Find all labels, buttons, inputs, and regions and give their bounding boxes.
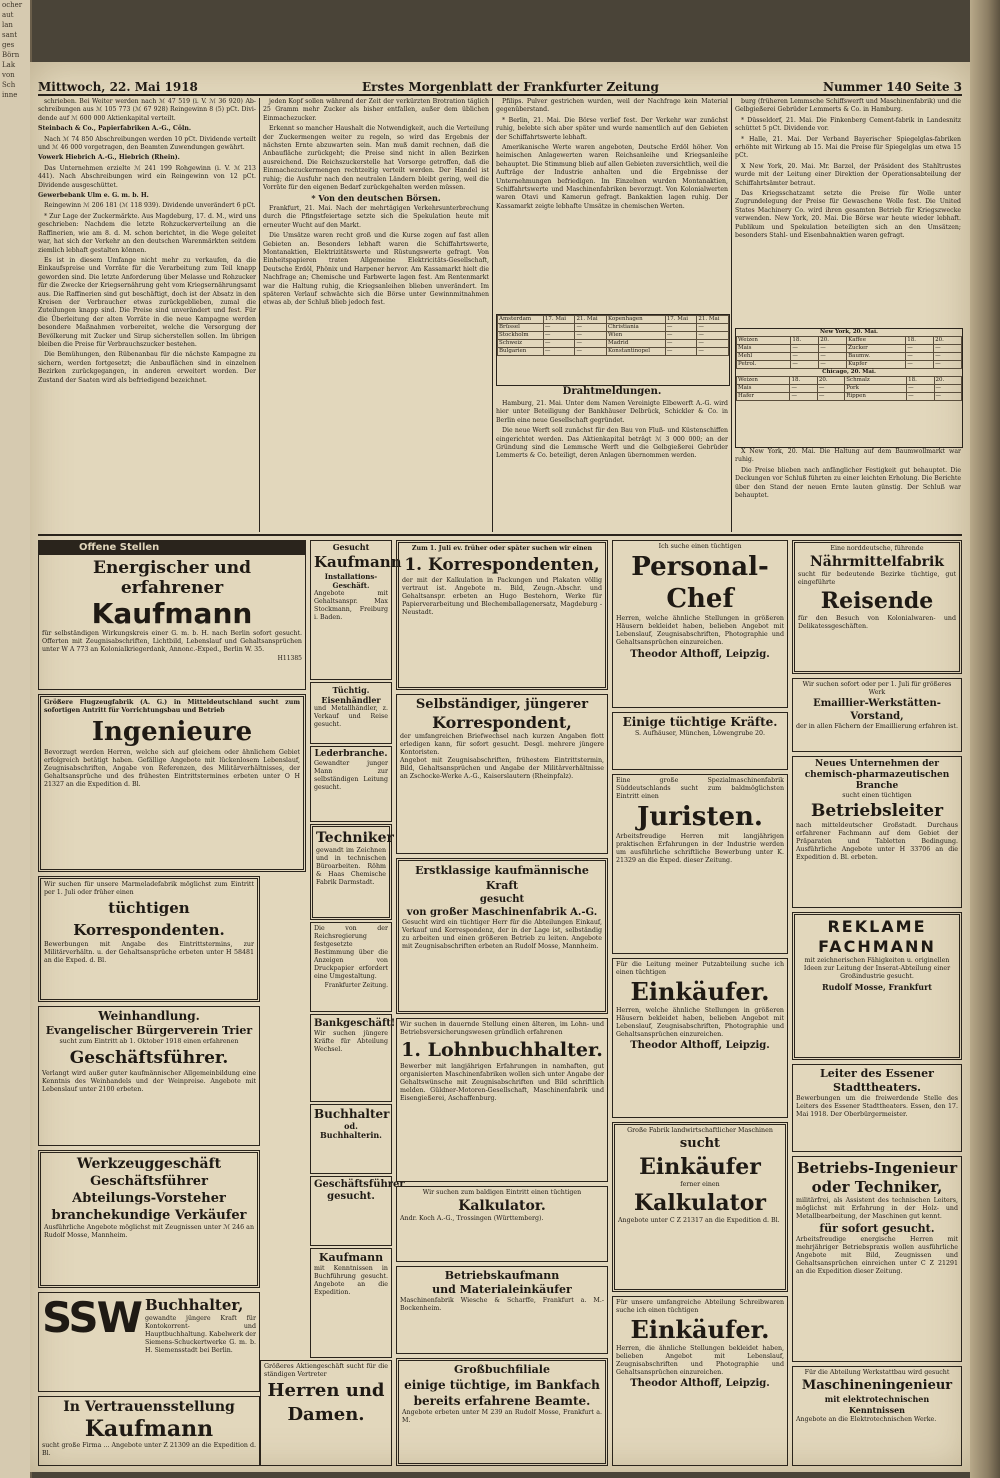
finance-column-3b: Drahtmeldungen. Hamburg, 21. Mai. Unter dem Namen Vereinigte Elbewerft A.-G. wird hier unter Beteiligung der Bankhäuser Delbrück, Schickler & Co. in Berlin eine neue Gesellschaft gegründet. Die neue Werft soll zunächst für den Bau von Fluß- und Küstenschiffen eingerichtet werden. Das Aktienkapital beträgt ℳ 3 000 000; an der Gründung sind die Lemmsche Werft und die Gelbgießerei Gebrüder Lemmerts & Co. beteiligt, deren Anlagen übernommen werden.: [496, 386, 728, 460]
ad-headline: 1. Lohnbuchhalter.: [401, 1039, 603, 1061]
section-heading: Drahtmeldungen.: [562, 386, 662, 397]
ad-headline: einige tüchtige, im Bankfach bereits erfahrene Beamte.: [404, 1378, 600, 1408]
ad-text: Bewerbungen um die freiwerdende Stelle des Leiters des Essener Stadttheaters. Essen, den 17. Mai 1918. Der Oberbürgermeister.: [796, 1095, 958, 1118]
ad-text: S. Aufhäuser, München, Löwengrube 20.: [634, 730, 766, 737]
ad-tuechtige-kraefte: [612, 712, 788, 770]
paragraph: jeden Kopf sollen während der Zeit der verkürzten Brotration täglich 25 Gramm mehr Zucker als bisher entfallen, außer dem üblichen Einmachezucker.: [263, 98, 489, 122]
paragraph: * Berlin, 21. Mai. Die Börse verlief fest. Der Verkehr war zunächst ruhig, belebte sich aber später und wurde namentlich auf den Gebieten der Schiffahrtswerte lebhaft.: [496, 116, 728, 141]
ad-title: Selbständiger, jüngerer: [415, 697, 589, 712]
ad-text: Wir suchen in dauernde Stellung einen älteren, im Lohn- und Betriebsversicherungswesen gründlich erfahrenen: [400, 1021, 604, 1036]
ad-subtitle: oder Techniker,: [811, 1178, 943, 1196]
ad-kaufmaennische-kraft: Erstklassige kaufmännische Kraft gesucht von großer Maschinenfabrik A.-G. Gesucht wird ein tüchtiger Herr für die Abteilungen Einkauf, Verkauf und Korrespondenz, der in der Lage ist, selbständig zu arbeiten und einen größeren Betrieb zu leiten. Angebote mit Zeugnisabschriften erbeten an Rudolf Mosse, Mannheim.: [396, 858, 608, 1014]
ad-text: der umfangreichen Briefwechsel nach kurzen Angaben flott erledigen kann, für sofort gesucht. Desgl. mehrere jüngere Kontoristen.: [400, 733, 604, 756]
ad-text: Bewerber mit langjährigen Erfahrungen in namhaften, gut organisierten Maschinenfabriken wollen sich unter Angabe der Gehaltswünsche mit Zeugnisabschriften und Bild schriftlich melden. Güldner-Motoren-Gesellschaft, Maschinenfabrik und Eisengießerei, Aschaffenburg.: [400, 1063, 604, 1102]
ad-title: Weinhandlung.: [98, 1009, 200, 1023]
ad-vertrauensstellung: [38, 1396, 260, 1466]
ad-text: sucht große Firma ... Angebote unter Z 21309 an die Expedition d. Bl.: [42, 1442, 256, 1457]
paragraph: X New York, 20. Mai. Die Haltung auf dem Baumwollmarkt war ruhig.: [735, 448, 961, 464]
ad-betriebskaufmann: Betriebskaufmann und Materialeinkäufer Maschinenfabrik Wiesche & Scharffe, Frankfurt a. M.-Bockenheim.: [396, 1266, 608, 1354]
ad-headline: 1. Korrespondenten,: [404, 555, 600, 575]
ad-bankgeschaeft: Bankgeschäft! Wir suchen jüngere Kräfte für Abteilung Wechsel.: [310, 1014, 392, 1102]
paragraph: Pfilips. Pulver gestrichen wurden, weil der Nachfrage kein Material gegenüberstand.: [496, 98, 728, 114]
ad-eisenhaendler: Tüchtig. Eisenhändler und Metallhändler, z. Verkauf und Reise gesucht.: [310, 682, 392, 744]
spacer: [330, 62, 336, 66]
ad-title: Großbuchfiliale: [454, 1363, 550, 1376]
ad-headline: Ingenieure: [91, 717, 253, 747]
ad-essener-stadttheater: [792, 1064, 962, 1152]
ad-einkaeufer-kalkulator: Große Fabrik landwirtschaftlicher Maschinen sucht Einkäufer ferner einen Kalkulator Angebote unter C Z 21317 an die Expedition d. Bl.: [612, 1122, 788, 1292]
ad-notice: [310, 922, 392, 1012]
ad-text: Bewerbungen mit Angabe des Eintrittstermins, zur Militärverhältn. u. der Gehaltsansprüche erbeten unter H 58481 an die Exped. d. Bl.: [44, 941, 254, 964]
ad-headline: Kaufmann: [314, 553, 402, 571]
ad-headline: REKLAME: [827, 917, 927, 936]
ad-title: Energischer und erfahrener: [92, 558, 251, 598]
ad-korrespondent-magdeburg: [396, 540, 608, 690]
finance-column-4b: X New York, 20. Mai. Die Haltung auf dem Baumwollmarkt war ruhig. Die Preise blieben nach anfänglicher Festigkeit gut behauptet. Die Deckungen vor Schluß führten zu einer leichten Erholung. Die Berichte über den Stand der neuen Ernte lauten günstig. Der Schluß war behauptet.: [735, 448, 961, 500]
ad-kaufmann-2: Kaufmann mit Kenntnissen in Buchführung gesucht. Angebote an die Expedition.: [310, 1248, 392, 1358]
ad-subtitle: gesucht: [479, 894, 525, 905]
ad-kaufmann: [38, 540, 306, 690]
finance-column-1: schrieben. Bei Weiter werden nach ℳ 47 519 (i. V. ℳ 36 920) Ab-schreibungen aus ℳ 105 773 (ℳ 67 928) Reingewinn 8 (5) pCt. Divi-dende auf ℳ 600 000 Aktienkapital verteilt. Steinbach & Co., Papierfabriken A.-G., Cöln. Nach ℳ 74 850 Abschreibungen werden 10 pCt. Dividende verteilt und ℳ 46 000 vorgetragen, den Beamten Zuwendungen gewährt. Vowerk Hiebrich A.-G., Hiebrich (Rhein). Das Unternehmen erzielte ℳ 241 199 Rohgewinn (i. V. ℳ 213 441). Nach Abschreibungen wird ein Reingewinn von 12 pCt. Dividende ausgeschüttet. Gewerbebank Ulm e. G. m. b. H. Reingewinn ℳ 206 181 (ℳ 118 939). Dividende unverändert 6 pCt. * Zur Lage der Zuckermärkte. Aus Magdeburg, 17. d. M., wird uns geschrieben: Nachdem die letzte Rohzuckerverteilung an die Raffinerien, wie am 8. d. M. schon berichtet, in die Wege geleitet war, hat sich der Verkehr an den deutschen Warenmärkten seitdem ziemlich lebhaft gestalten können. Es ist in diesem Umfange nicht mehr zu verkaufen, da die Einkaufspreise und Vorräte für die Verarbeitung zum Teil knapp geworden sind. Die letzte Anforderung über Melasse und Rohzucker für die Zwecke der Kriegsernährung geht vom Kriegsernährungsamt aus. Die Raffinerien sind gut beschäftigt, doch ist der Absatz in den Kreisen der Verbraucher etwas zurückgeblieben, zumal die Zuteilungen knapp sind. Die Preise sind unverändert und fest. Für die Überleitung der alten Vorräte in die neue Kampagne werden besondere Maßnahmen vorbereitet, welche die Versorgung der Bevölkerung mit Zucker und Sirup sicherstellen sollen. Im übrigen bleiben die Preise für Verbrauchszucker bestehen. Die Bemühungen, den Rübenanbau für die nächste Kampagne zu sichern, werden fortgesetzt; die Anbauflächen sind in einzelnen Bezirken zurückgegangen, in anderen erweitert worden. Der Zustand der Saaten wird als befriedigend bezeichnet.: [38, 98, 256, 384]
ad-title: Leiter des Essener Stadttheaters.: [820, 1067, 934, 1094]
header-masthead: Erstes Morgenblatt der Frankfurter Zeitung: [362, 80, 659, 94]
section-rule: [38, 534, 962, 536]
ad-geschaeftsfuehrer: [310, 1176, 405, 1246]
paragraph: Hamburg, 21. Mai. Unter dem Namen Vereinigte Elbewerft A.-G. wird hier unter Beteiligung der Bankhäuser Delbrück, Schickler & Co. in Berlin eine neue Gesellschaft gegründet.: [496, 400, 728, 424]
ad-text: Angebot mit Zeugnisabschriften, frühestem Eintrittstermin, Bild, Gehaltsansprüchen und Angabe der Militärverhältnisse an Zschocke-Werke A.-G., Kaiserslautern (Rheinpfalz).: [400, 757, 604, 780]
ad-text: Für unsere umfangreiche Abteilung Schreibwaren suche ich einen tüchtigen: [616, 1299, 784, 1314]
company-heading: Steinbach & Co., Papierfabriken A.-G., Cöln.: [38, 125, 191, 133]
column-rule: [492, 98, 493, 532]
ad-ingenieure: [38, 694, 306, 872]
ad-betriebsingenieur: Betriebs-Ingenieur oder Techniker, militärfrei, als Assistent des technischen Leiters, möglichst mit Erfahrung in der Holz- und Metallbearbeitung, der Maschinen gut kennt. für sofort gesucht. Arbeitsfreudige energische Herren mit mehrjähriger Betriebspraxis wollen ausführliche Angebote mit Bild, Zeugnissen und Gehaltsansprüchen einreichen unter C Z 21291 an die Expedition dieser Zeitung.: [792, 1156, 962, 1362]
ad-signature: Theodor Althoff, Leipzig.: [630, 649, 770, 660]
ad-ssw-buchhalter: [38, 1292, 260, 1392]
ad-techniker: [310, 824, 392, 920]
ad-title: Werkzeuggeschäft: [76, 1156, 222, 1172]
company-heading: Gewerbebank Ulm e. G. m. b. H.: [38, 192, 149, 200]
ad-subtitle: od. Buchhalterin.: [320, 1121, 382, 1140]
ad-headline: Maschineningenieur: [801, 1378, 953, 1393]
ad-headline: Geschäftsführer gesucht.: [314, 1179, 405, 1202]
ad-lederbranche: Lederbranche. Gewandter junger Mann zur selbständigen Leitung gesucht.: [310, 746, 392, 822]
ad-headline: Einkäufer.: [630, 1315, 770, 1344]
ad-reklame-fachmann: [792, 912, 962, 1060]
paragraph: X New York, 20. Mai. Mr. Barzel, der Präsident des Stahltrustes wurde mit der Leitung einer Direktion der Operationsabteilung der Schiffahrtsämter betraut.: [735, 162, 961, 187]
finance-column-4: burg (früheren Lemmsche Schiffswerft und Maschinenfabrik) und die Gelbgießerei Gebrüder Lemmerts & Co. in Hamburg. * Düsseldorf, 21. Mai. Die Finkenberg Cement-fabrik in Landesnitz schüttet 5 pCt. Dividende vor. * Halle, 21. Mai. Der Verband Bayerischer Spiegelglas-fabriken erhöhte mit Wirkung ab 15. Mai die Preise für Spiegelglas um etwa 15 pCt. X New York, 20. Mai. Mr. Barzel, der Präsident des Stahltrustes wurde mit der Leitung einer Direktion der Operationsabteilung der Schiffahrtsämter betraut. Das Kriegsschatzamt setzte die Preise für Wolle unter Zugrundelegung der Preise für Gewaschene Wolle fest. Die United States Machinery Co. wird ihren gesamten Betrieb für Kriegszwecke verwenden. New York, 20. Mai. Die Börse war heute wieder lebhaft. Publikum und Spekulation beteiligten sich an den Umsätzen; besonders Stahl- und Eisenbahnaktien waren gefragt.: [735, 98, 961, 240]
spacer: [342, 1104, 348, 1108]
book-binding: [970, 0, 1000, 1478]
ad-headline: Einige tüchtige Kräfte.: [622, 715, 778, 729]
ad-text: Ausführliche Angebote möglichst mit Zeugnissen unter ℳ 246 an Rudolf Mosse, Mannheim.: [44, 1224, 254, 1239]
ad-headline: Abteilungs-Vorsteher: [72, 1191, 226, 1206]
ad-einkaeufer-schreibwaren: [612, 1296, 788, 1466]
ad-headline: Kaufmann: [91, 597, 253, 630]
ad-headline: Korrespondent,: [432, 713, 572, 732]
ad-text: Herren, die ähnliche Stellungen bekleidet haben, belieben Angebot mit Lebenslauf, Zeugnisabschriften und Photographie und Gehaltsansprüchen einzureichen.: [616, 1345, 784, 1376]
table-title: Chicago, 20. Mai.: [822, 369, 876, 375]
ad-text: Herren, welche ähnliche Stellungen in größeren Häusern bekleidet haben, belieben Angebot mit Lebenslauf, Zeugnisabschriften, Photographie und Gehaltsansprüchen einzureichen.: [616, 1007, 784, 1038]
ad-intro: Größere Flugzeugfabrik (A. G.) in Mitteldeutschland sucht zum sofortigen Antritt für Vorrichtungsbau und Betrieb: [44, 699, 300, 714]
ad-headline: Buchhalter,: [144, 1296, 244, 1314]
paragraph: * Düsseldorf, 21. Mai. Die Finkenberg Cement-fabrik in Landesnitz schüttet 5 pCt. Dividende vor.: [735, 116, 961, 133]
finance-column-2: jeden Kopf sollen während der Zeit der verkürzten Brotration täglich 25 Gramm mehr Zucker als bisher entfallen, außer dem üblichen Einmachezucker. Erkennt so mancher Haushalt die Notwendigkeit, auch die Verteilung der Zuckermengen weiter zu regeln, so wird das Ergebnis der nächsten Ernte abzuwarten sein. Man muß damit rechnen, daß die Anbaufläche zurückgeht; die Preise sind nicht in allen Bezirken ausreichend. Die Reichszuckerstelle hat Vorsorge getroffen, daß die Einmachezuckermengen rechtzeitig verteilt werden. Der Handel ist ruhig; die Ausfuhr nach den neutralen Ländern bleibt gering, weil die Vorräte für den eigenen Bedarf zurückgehalten werden müssen. * Von den deutschen Börsen. Frankfurt, 21. Mai. Nach der mehrtägigen Verkehrsunterbrechung durch die Pfingstfeiertage setzte sich die Spekulation heute mit erneuter Wucht auf den Markt. Die Umsätze waren recht groß und die Kurse zogen auf fast allen Gebieten an. Besonders lebhaft waren die Schiffahrtswerte, Montanaktien, Elektrizitätswerte und Rüstungswerte gefragt. Von Einheitspapieren traten Allgemeine Elektricitäts-Gesellschaft, Deutsche Erdöl, Phönix und Harpener hervor. Am Kassamarkt hielt die Nachfrage an; Chemische und Farbwerte lagen fest. Am Rentenmarkt war die Haltung ruhig, die Kriegsanleihen blieben unverändert. Im späteren Verlauf schwächte sich die Börse unter Gewinnmitnahmen etwas ab, der Schluß blieb jedoch fest.: [263, 98, 489, 307]
ad-text: Angebote mit Gehaltsanspr. Max Stockmann, Freiburg i. Baden.: [314, 590, 388, 621]
section-heading: * Von den deutschen Börsen.: [311, 193, 441, 204]
ad-headline: Bankgeschäft!: [314, 1018, 396, 1029]
ad-korrespondent: [38, 876, 260, 1002]
ad-buchhalter: [310, 1104, 392, 1174]
ad-text: Arbeitsfreudige Herren mit langjährigen praktischen Erfahrungen in der Industrie werden um ausführliche schriftliche Bewerbung unter K. 21329 an die Exped. dieser Zeitung.: [616, 833, 784, 864]
ad-text: Eine große Spezialmaschinenfabrik Süddeutschlands sucht zum baldmöglichsten Eintritt einen: [616, 777, 784, 800]
ad-text: militärfrei, als Assistent des technischen Leiters, möglichst mit Erfahrung in der Holz- und Metallbearbeitung, der Maschinen gut kennt.: [796, 1197, 958, 1220]
table-title: New York, 20. Mai.: [820, 329, 878, 335]
ad-grosseres-aktiengeschaeft: Größeres Aktiengeschäft sucht für die ständigen Vertreter Herren und Damen.: [260, 1360, 392, 1466]
ad-subtitle: mit elektrotechnischen Kenntnissen: [824, 1394, 930, 1415]
spacer: [340, 62, 346, 66]
ad-headline: Lederbranche.: [314, 749, 388, 759]
ad-headline: Einkäufer: [639, 1154, 761, 1180]
ad-werkzeuggeschaeft: [38, 1150, 260, 1288]
ad-intro: sucht: [679, 1136, 721, 1151]
column-rule: [731, 98, 732, 532]
paragraph: schrieben. Bei Weiter werden nach ℳ 47 519 (i. V. ℳ 36 920) Ab-schreibungen aus ℳ 105 773 (ℳ 67 928) Reingewinn 8 (5) pCt. Divi-dende auf ℳ 600 000 Aktienkapital verteilt.: [38, 98, 256, 122]
ad-intro: Wir suchen für unsere Marmeladefabrik möglichst zum Eintritt per 1. Juli oder früher einen: [44, 881, 254, 896]
newspaper-page: [30, 62, 970, 1472]
column-rule: [259, 98, 260, 532]
ad-text: Für die Leitung meiner Putzabteilung suche ich einen tüchtigen: [616, 961, 784, 976]
ad-headline: Kaufmann: [318, 1251, 384, 1264]
ad-juristen: [612, 774, 788, 954]
ad-title: Gesucht: [332, 542, 370, 552]
ad-headline: branchekundige Verkäufer: [51, 1208, 247, 1223]
paragraph: burg (früheren Lemmsche Schiffswerft und Maschinenfabrik) und die Gelbgießerei Gebrüder Lemmerts & Co. in Hamburg.: [735, 98, 961, 114]
ad-kalkulator: Wir suchen zum baldigen Eintritt einen tüchtigen Kalkulator. Andr. Koch A.-G., Trossingen (Württemberg).: [396, 1186, 608, 1262]
ssw-logo: SSW: [42, 1293, 141, 1342]
ad-reference: Frankfurter Zeitung.: [324, 982, 388, 989]
ad-headline: Betriebsleiter: [810, 801, 944, 821]
ad-title: Erstklassige kaufmännische Kraft: [415, 864, 589, 892]
ad-text: Bevorzugt werden Herren, welche sich auf gleichem oder ähnlichem Gebiet erfolgreich betätigt haben. Gefällige Angebote mit lückenlosem Lebenslauf, Zeugnisabschriften, Angabe von Referenzen, des Militärverhältnisses, der Gehaltsansprüche und des frühesten Eintrittstermines erbeten unter O H 21327 an die Expedition d. Bl.: [44, 749, 300, 788]
ad-text: mit zeichnerischen Fähigkeiten u. originellen Ideen zur Leitung der Inserat-Abteilung einer Großindustrie gesucht.: [803, 957, 951, 980]
ad-weinhandlung: [38, 1006, 260, 1146]
header-date: Mittwoch, 22. Mai 1918: [38, 80, 198, 94]
ad-closing: für sofort gesucht.: [819, 1222, 935, 1235]
company-heading: Vowerk Hiebrich A.-G., Hiebrich (Rhein).: [38, 154, 180, 162]
ad-signature: Theodor Althoff, Leipzig.: [630, 1378, 770, 1389]
ad-banner: Offene Stellen: [39, 541, 305, 555]
ad-headline: Kalkulator: [633, 1190, 766, 1216]
ad-text: Verlangt wird außer guter kaufmännischer Allgemeinbildung eine Kenntnis des Weinhandels und der Weinpreise. Angebote mit Lebenslauf unter 2100 erbeten.: [42, 1070, 256, 1093]
ad-selbstaendiger-korrespondent: [396, 694, 608, 854]
ad-headline: tüchtigen Korrespondenten.: [73, 899, 225, 939]
ad-subtitle: von großer Maschinenfabrik A.-G.: [406, 907, 598, 918]
ad-title: In Vertrauensstellung: [63, 1399, 235, 1415]
paragraph: Frankfurt, 21. Mai. Nach der mehrtägigen Verkehrsunterbrechung durch die Pfingstfeiertage setzte sich die Spekulation heute mit erneuter Wucht auf den Markt.: [263, 204, 489, 229]
ad-title: Emaillier-Werkstätten-Vorstand,: [813, 698, 941, 722]
ad-betriebsleiter: Neues Unternehmen der chemisch-pharmazeutischen Branche sucht einen tüchtigen Betriebsleiter nach mitteldeutscher Großstadt. Durchaus erfahrener Fachmann auf dem Gebiet der Präparaten und Tabletten Bedingung. Ausführliche Angebote unter H 33706 an die Expedition d. Bl. erbeten.: [792, 756, 962, 908]
header-issue: Nummer 140 Seite 3: [822, 80, 962, 94]
ad-headline: Geschäftsführer: [90, 1174, 208, 1189]
ad-text: Die von der Reichsregierung festgesetzte Bestimmung über die Anzeigen von Druckpapier erfordert eine Umgestaltung.: [314, 925, 388, 980]
ad-signature: Theodor Althoff, Leipzig.: [630, 1040, 770, 1051]
ad-subtitle: chemisch-pharmazeutischen Branche: [804, 770, 950, 791]
ad-title: Betriebskaufmann: [444, 1269, 560, 1282]
ad-emaillier-vorstand: Wir suchen sofort oder per 1. Juli für größeres Werk Emaillier-Werkstätten-Vorstand, der in allen Fächern der Emaillierung erfahren ist.: [792, 678, 962, 752]
ad-headline: Einkäufer.: [630, 977, 770, 1006]
ad-subtitle: Evangelischer Bürgerverein Trier: [45, 1024, 253, 1037]
ad-subtitle: und Materialeinkäufer: [432, 1283, 572, 1296]
ad-headline: Reisende: [820, 588, 934, 614]
ad-grossbankfiliale: Großbuchfiliale einige tüchtige, im Bankfach bereits erfahrene Beamte. Angebote erbeten unter M 239 an Rudolf Mosse, Frankfurt a. M.: [396, 1358, 608, 1466]
ad-text: für selbständigen Wirkungskreis einer G. m. b. H. nach Berlin sofort gesucht. Offerten mit Zeugnisabschriften, Lichtbild, Lebenslauf und Gehaltsansprüchen unter W A 773 an Kolonialkriegerdank, Annonc.-Exped., Berlin W. 35.: [42, 630, 302, 653]
previous-page-strip: ocher aut lan sant ges Börn Lak von Sch inne: [0, 0, 32, 1478]
ad-headline: Nährmittelfabrik: [810, 554, 944, 570]
paragraph: * Zur Lage der Zuckermärkte. Aus Magdeburg, 17. d. M., wird uns geschrieben: Nachdem die letzte Rohzuckerverteilung an die Raffinerien, wie am 8. d. M. schon berichtet, in die Wege geleitet war, hat sich der Verkehr an den deutschen Warenmärkten seitdem ziemlich lebhaft gestalten können.: [38, 212, 256, 254]
ad-text: sucht zum Eintritt ab 1. Oktober 1918 einen erfahrenen: [59, 1038, 239, 1045]
ad-installationsgeschaeft: [310, 540, 402, 680]
ad-headline: Tüchtig. Eisenhändler: [321, 685, 381, 705]
ad-text: der mit der Kalkulation in Packungen und Plakaten völlig vertraut ist. Angebote m. Bild, Zeugn.-Abschr. und Gehaltsanspr. erbeten an Hugo Bestehorn, Werke für Papierverarbeitung und Blechemballagenersatz, Magdeburg - Neustadt.: [402, 577, 602, 616]
ad-headline: Techniker: [316, 830, 394, 846]
paragraph: * Halle, 21. Mai. Der Verband Bayerischer Spiegelglas-fabriken erhöhte mit Wirkung ab 15. Mai die Preise für Spiegelglas um etwa 15 pCt.: [735, 135, 961, 160]
ad-intro: Eine norddeutsche, führende: [830, 545, 924, 552]
finance-column-3: Pfilips. Pulver gestrichen wurden, weil der Nachfrage kein Material gegenüberstand. * Berlin, 21. Mai. Die Börse verlief fest. Der Verkehr war zunächst ruhig, belebte sich aber später und wurde namentlich auf den Gebieten der Schiffahrtswerte lebhaft. Amerikanische Werte waren angeboten, Deutsche Erdöl höher. Von heimischen Anlagewerten waren Reichsanleihe und Kriegsanleihe behauptet. Die Stimmung blieb auf allen Gebieten zuversichtlich, weil die Aufträge der Industrie anhalten und die Ergebnisse der Unternehmungen befriedigen. Im Einzelnen wurden Montanaktien, Schiffahrtswerte und Maschinenfabriken bevorzugt. Von Kolonialwerten waren Otavi und Kamerun gefragt. Bankaktien lagen ruhig. Der Kassamarkt zeigte lebhafte Umsätze in chemischen Werten.: [496, 98, 728, 210]
ad-maschineningenieur: Für die Abteilung Werkstattbau wird gesucht Maschineningenieur mit elektrotechnischen Kenntnissen Angebote an die Elektrotechnischen Werke.: [792, 1366, 962, 1466]
rates-table: Amsterdam 17. Mai 21. Mai Kopenhagen 17. Mai 21. Mai Brüssel — — Christiania — — Stockholm — — Wien — — Schweiz — — Madrid — — Bulgarien — — Konstantinopel — —: [496, 314, 730, 386]
ad-headline: Betriebs-Ingenieur: [796, 1159, 958, 1177]
ad-intro: Zum 1. Juli ev. früher oder später suchen wir einen: [411, 545, 593, 552]
ad-einkaeufer-putz: [612, 958, 788, 1118]
ad-reference: H11385: [277, 655, 302, 662]
page-header: [38, 72, 962, 96]
spacer: [342, 1018, 348, 1022]
ad-headline: Buchhalter: [314, 1107, 390, 1121]
ad-headline: Kalkulator.: [458, 1198, 546, 1214]
ad-text: Herren, welche ähnliche Stellungen in größeren Häusern bekleidet haben, belieben Angebot mit Lebenslauf, Zeugnisabschriften, Photographie und Gehaltsansprüchen einzureichen.: [616, 615, 784, 646]
ad-lohnbuchhalter: [396, 1018, 608, 1182]
ad-text: gewandte jüngere Kraft für Kontokorrent- und Hauptbuchhaltung. Kabelwerk der Siemens-Schuckertwerke G. m. b. H. Siemensstadt bei Berlin.: [144, 1315, 256, 1354]
ad-text: gewandt im Zeichnen und in technischen Büroarbeiten. Röhm & Haas Chemische Fabrik Darmstadt.: [316, 847, 386, 886]
ad-headline: Geschäftsführer.: [69, 1048, 229, 1068]
ad-personal-chef: Ich suche einen tüchtigen Personal-Chef Herren, welche ähnliche Stellungen in größeren Häusern bekleidet haben, belieben Angebot mit Lebenslauf, Zeugnisabschriften, Photographie und Gehaltsansprüchen einzureichen. Theodor Althoff, Leipzig.: [612, 540, 788, 708]
ad-headline: FACHMANN: [818, 937, 936, 956]
ad-headline: Personal-Chef: [631, 552, 769, 614]
ad-headline: Kaufmann: [84, 1416, 214, 1442]
market-table: New York, 20. Mai. Weizen 18. 20. Kaffee 18. 20. Mais — — Zucker — — Mehl — — Baumw. — — Petrol. — — Kupfer — — Chicago, 20. Mai. Weizen 18. 20. Schmalz 18. 20. Mais — — Pork — — Hafer — — Rippen — —: [735, 328, 963, 448]
ad-text: nach mitteldeutscher Großstadt. Durchaus erfahrener Fachmann auf dem Gebiet der Präparaten und Tabletten Bedingung. Ausführliche Angebote unter H 33706 an die Expedition d. Bl. erbeten.: [796, 822, 958, 861]
ad-title: Neues Unternehmen der: [815, 759, 939, 769]
ad-naehrmittelfabrik: Eine norddeutsche, führende Nährmittelfabrik sucht für bedeutende Bezirke tüchtige, gut eingeführte Reisende für den Besuch von Kolonialwaren- und Delikatessgeschäften.: [792, 540, 962, 674]
ad-signature: Rudolf Mosse, Frankfurt: [822, 982, 932, 992]
ad-subtitle: Installations-Geschäft.: [324, 572, 378, 590]
ad-headline: Juristen.: [637, 802, 763, 832]
